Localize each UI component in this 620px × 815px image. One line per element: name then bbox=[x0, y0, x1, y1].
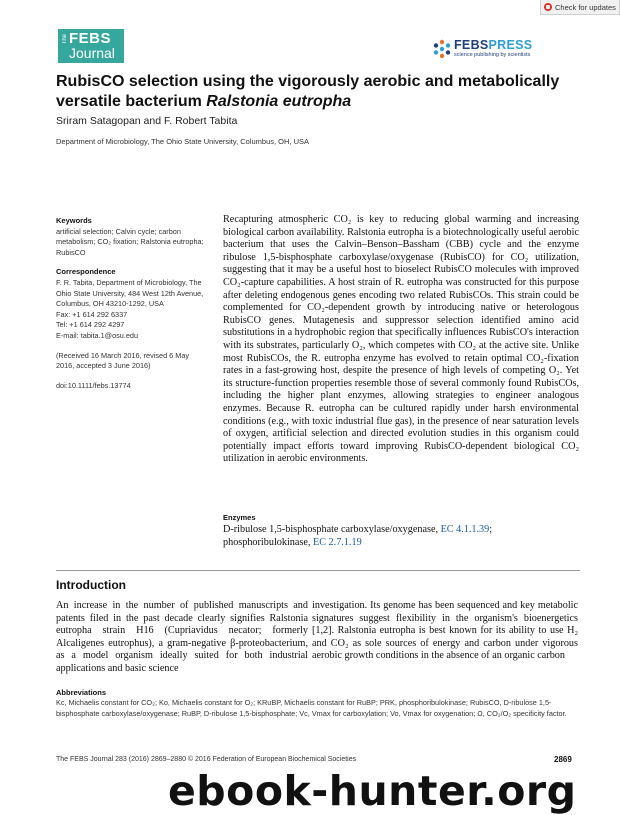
introduction-column-right: investigation. Its genome has been sequenced and key metabolic signatures suggest flexibility in the organism's bioenergetics [1,2]. Ralstonia eutropha is best known for its ability to use H₂ and CO₂ as sole sources of energy and carbon under vigorous aerobic growth conditions in the absence of an organic carbon bbox=[312, 600, 578, 662]
section-divider bbox=[56, 570, 580, 571]
enzymes-heading: Enzymes bbox=[223, 513, 256, 522]
enzymes: D-ribulose 1,5-bisphosphate carboxylase/oxygenase, EC 4.1.1.39; phosphoribulokinase, EC 2.7.1.19 bbox=[223, 524, 493, 548]
ec-link-4-1-1-39[interactable]: EC 4.1.1.39 bbox=[440, 524, 490, 535]
footer-citation: The FEBS Journal 283 (2016) 2869–2880 © 2016 Federation of European Biochemical Societies bbox=[56, 756, 357, 763]
abstract: Recapturing atmospheric CO₂ is key to reducing global warming and increasing biological carbon availability. Ralstonia eutropha is a biotechnologically useful aerobic bacterium that uses the Calvin–Benson–Bassham (CBB) cycle and the enzyme ribulose 1,5-bisphosphate carboxylase/oxygenase (RubisCO) for CO₂ utilization, suggesting that it may be a useful host to bioselect RubisCO molecules with improved CO₂-capture capabilities. A host strain of R. eutropha was constructed for this purpose after deleting endogenous genes encoding two related RubisCOs. This strain could be complemented for CO₂-dependent growth by introducing native or heterologous RubisCO genes. Mutagenesis and suppressor selection identified amino acid substitutions in a hydrophobic region that specifically influences RubisCO's interaction with its substrates, particularly O₂, which competes with CO₂ at the active site. Unlike most RubisCOs, the R. eutropha enzyme has evolved to retain optimal CO₂-fixation rates in a fast-growing host, despite the presence of high levels of competing O₂. Yet its structure-function properties resemble those of several commonly found RubisCOs, including the higher plant enzymes, allowing strategies to engineer analogous enzymes. Because R. eutropha can be cultured rapidly under harsh environmental conditions (e.g., with toxic industrial flue gas), in the presence of near saturation levels of oxygen, artificial selection and directed evolution studies in this organism could potentially impact efforts toward improving RubisCO-dependent biological CO₂ utilization in aerobic environments. bbox=[223, 214, 579, 465]
email[interactable]: E-mail: tabita.1@osu.edu bbox=[56, 330, 139, 340]
logo-febs: FEBS bbox=[69, 30, 112, 47]
affiliation: Department of Microbiology, The Ohio State University, Columbus, OH, USA bbox=[56, 137, 310, 146]
abbreviations-heading: Abbreviations bbox=[56, 688, 107, 697]
logo-the: The bbox=[62, 34, 68, 45]
febs-press-dots-icon bbox=[432, 39, 452, 59]
doi[interactable]: doi:10.1111/febs.13774 bbox=[56, 380, 131, 390]
abbreviations: Kc, Michaelis constant for CO₂; Ko, Michaelis constant for O₂; KRuBP, Michaelis constant for RuBP; PRK, phosphoribulokinase; RubisCO, D-ribulose 1,5-bisphosphate carboxylase/oxygenase; RuBP, D-ribulose 1,5-bisphosphate; Vc, Vmax for carboxylation; Vo, Vmax for oxygenation; Ω, CO₂/O₂ specificity factor. bbox=[56, 698, 567, 718]
introduction-column-left: An increase in the number of published manuscripts and patents filed in the past decade clearly signifies Ralstonia eutropha strain H16 (Cupriavidus necator; formerly Alcaligenes eutrophus), a gram-negative β-proteobacterium, as a model organism ideally suited for both industrial applications and basic science bbox=[56, 600, 308, 674]
tel: Tel: +1 614 292 4297 bbox=[56, 320, 125, 330]
logo-journal: Journal bbox=[69, 45, 115, 61]
correspondence-heading: Correspondence bbox=[56, 267, 116, 277]
watermark: ebook-hunter.org bbox=[168, 767, 577, 815]
febs-journal-logo bbox=[58, 29, 124, 63]
article-title: RubisCO selection using the vigorously aerobic and metabolically versatile bacterium Ralstonia eutropha bbox=[56, 73, 560, 110]
page-number: 2869 bbox=[554, 755, 572, 764]
check-for-updates-label: Check for updates bbox=[555, 2, 616, 12]
febs-press-name: FEBSPRESS bbox=[454, 38, 533, 52]
febs-press-tagline: science publishing by scientists bbox=[454, 52, 531, 58]
keywords: artificial selection; Calvin cycle; carbon metabolism; CO₂ fixation; Ralstonia eutropha; RubisCO bbox=[56, 226, 204, 257]
ec-link-2-7-1-19[interactable]: EC 2.7.1.19 bbox=[312, 536, 362, 548]
received-dates: (Received 16 March 2016, revised 6 May 2016, accepted 3 June 2016) bbox=[56, 350, 190, 371]
introduction-heading: Introduction bbox=[56, 578, 126, 592]
article-sidebar bbox=[56, 216, 206, 400]
authors: Sriram Satagopan and F. Robert Tabita bbox=[56, 115, 238, 127]
update-icon bbox=[544, 3, 552, 11]
check-for-updates-badge[interactable] bbox=[540, 0, 620, 15]
correspondence-address: F. R. Tabita, Department of Microbiology, The Ohio State University, 484 West 12th Avenue, Columbus, OH 43210-1292, USA bbox=[56, 277, 204, 309]
fax: Fax: +1 614 292 6337 bbox=[56, 309, 128, 319]
keywords-heading: Keywords bbox=[56, 216, 92, 225]
febs-press-logo bbox=[432, 37, 552, 61]
